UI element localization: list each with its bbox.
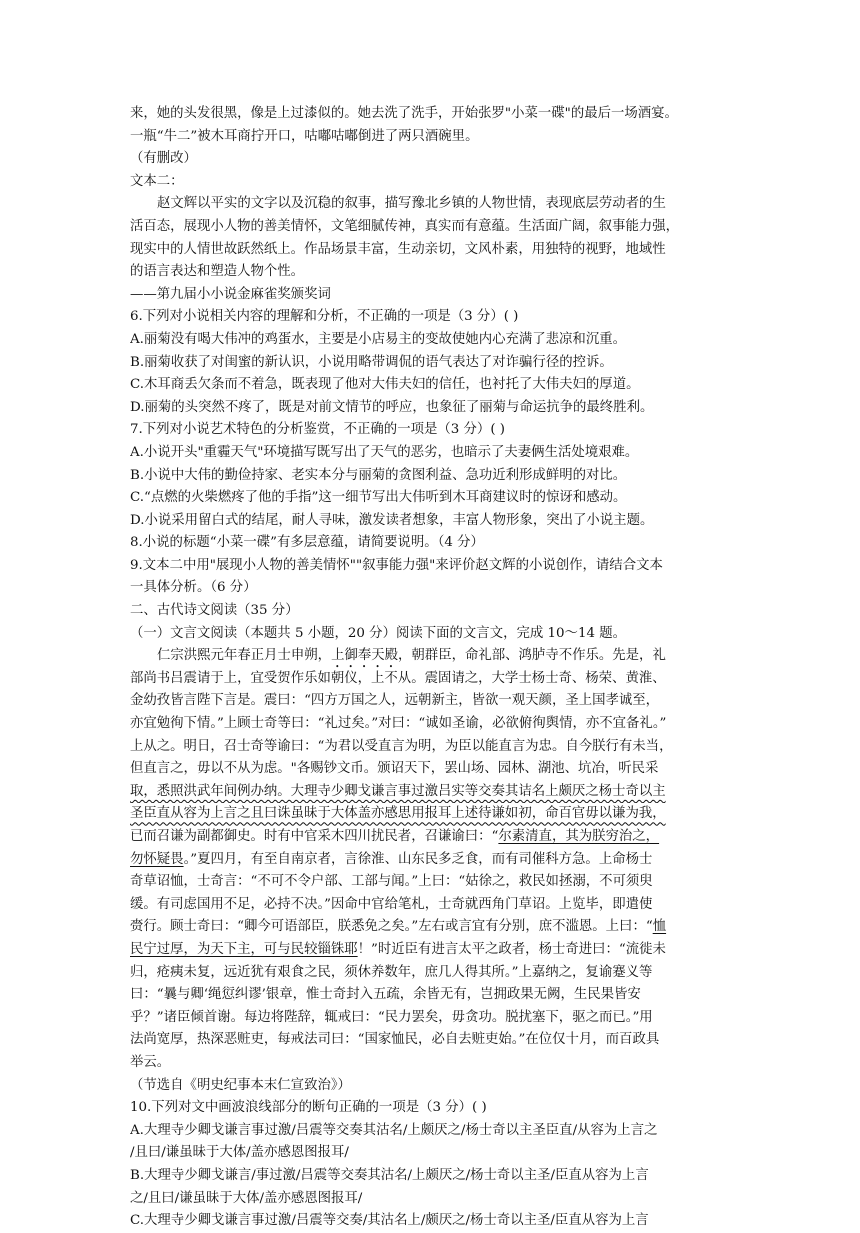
text2-heading: 文本二：	[130, 173, 184, 189]
passage-line	[130, 916, 742, 939]
passage-line: 法尚宽厚，热深恶赃吏，每戒法司曰：“国家恤民，必自去赃吏始。”在位仅十月，而百政具	[130, 1032, 660, 1048]
question-10-option-c: C.大理寺少卿戈谦言事过激/吕震等交奏/其沽名上/颇厌之/杨士奇以主圣/臣直从容为上言	[130, 1213, 649, 1229]
question-10-option-a-cont: /且曰/谦虽昧于大体/盖亦感恩图报耳/	[130, 1145, 349, 1161]
question-7-option-c: C.“点燃的火柴燃疼了他的手指”这一细节写出大伟听到木耳商建议时的惊讶和感动。	[130, 490, 627, 506]
passage-underlined: 勿怀疑畏	[130, 851, 184, 867]
passage-underlined: 尔素清直，其为朕穷治之，	[498, 829, 660, 844]
text2-source: ——第九届小小说金麻雀奖颁奖词	[130, 286, 331, 302]
passage-line: 部尚书吕震请于上，宜受贺作乐如朝仪，上不从。震固请之，大学士杨士奇、杨荣、黄淮、	[130, 670, 666, 686]
passage-line	[130, 781, 742, 804]
passage-line	[130, 826, 742, 849]
passage-line: 归，疮痍未复，远近犹有艰食之民，须休养数年，庶几人得其所。”上嘉纳之，复谕蹇义等	[130, 964, 653, 980]
passage-wavy-underlined: 取，悉照洪武年间例办纳。大理寺少卿戈谦言事过激吕实等交奏其诘名上颇厌之杨士奇以主	[130, 783, 666, 799]
question-7-stem: 7.下列对小说艺术特色的分析鉴赏，不正确的一项是（3 分）( )	[130, 422, 506, 438]
passage-text: 已而召谦为副都御史。时有中官采木四川扰民者，召谦谕曰：“	[130, 829, 499, 844]
question-10-option-b: B.大理寺少卿戈谦言/事过激/吕震等交奏其沽名/上颇厌之/杨士奇以主圣/臣直从容为上言	[130, 1167, 649, 1183]
passage-underlined: 恤	[652, 919, 667, 935]
question-6-option-b: B.丽菊收获了对闺蜜的新认识，小说用略带调侃的语气表达了对诈骗行径的控诉。	[130, 354, 613, 370]
passage-text: ，朝群臣，命礼部、鸿胪寺不作乐。先是，礼	[398, 648, 666, 664]
text2-paragraph-line: 现实中的人情世故跃然纸上。作品场景丰富，生动亲切，文风朴素，用独特的视野，地域性	[130, 241, 666, 257]
passage-text: 仁宗洪熙元年春正月士申朔，	[157, 648, 332, 664]
question-7-option-d: D.小说采用留白式的结尾，耐人寻味，激发读者想象，丰富人物形象，突出了小说主题。	[130, 512, 654, 528]
question-6-option-a: A.丽菊没有喝大伟冲的鸡蛋水，主要是小店易主的变故使她内心充满了悲凉和沉重。	[130, 331, 626, 347]
passage-line	[130, 939, 742, 962]
passage-line: 乎？”诸臣倾首谢。每边将陛辞，辄戒曰：“民力罢矣，毋贪功。脱扰塞下，驱之而已。”用	[130, 1009, 653, 1025]
section-2-title: 二、古代诗文阅读（35 分）	[130, 603, 299, 619]
question-6-option-d: D.丽菊的头突然不疼了，既是对前文情节的呼应，也象征了丽菊与命运抗争的最终胜利。	[130, 399, 654, 415]
question-10-option-a: A.大理寺少卿戈谦言事过激/吕震等交奏其沽名/上颇厌之/杨士奇以主圣臣直/从容为上言之	[130, 1122, 658, 1138]
text2-paragraph-line: 赵文辉以平实的文字以及沉稳的叙事，描写豫北乡镇的人物世情，表现底层劳动者的生	[157, 196, 666, 212]
story-end-line: 一瓶“牛二”被木耳商拧开口，咕嘟咕嘟倒进了两只酒碗里。	[130, 128, 479, 144]
source-note: （有删改）	[130, 151, 197, 167]
passage-line: 但直言之，毋以不从为虑。"各赐钞文币。颁诏天下，罢山场、园林、湖池、坑冶，听民采	[130, 761, 659, 777]
passage-line	[130, 849, 742, 872]
question-7-option-b: B.小说中大伟的勤俭持家、老实本分与丽菊的贪图利益、急功近利形成鲜明的对比。	[130, 467, 627, 483]
story-end-line: 来，她的头发很黑，像是上过漆似的。她去洗了洗手，开始张罗"小菜一碟"的最后一场酒宴。	[130, 106, 678, 121]
question-9-line: 9.文本二中用"展现小人物的善美情怀""叙事能力强"来评价赵文辉的小说创作，请结合文本	[130, 557, 663, 573]
text2-paragraph-line: 的语言表达和塑造人物个性。	[130, 264, 305, 280]
passage-line	[130, 645, 742, 668]
passage-text: 赍行。顾士奇曰：“卿今可语部臣，朕悉免之矣。”左右或言宜有分别，庶不滥恩。上曰：“	[130, 919, 653, 935]
passage-line: 亦宜勉徇下情。”上顾士奇等曰：“礼过矣。”对曰：“诚如圣谕，必欲俯徇舆情，亦不宜备礼。”	[130, 716, 667, 732]
passage-wavy-underlined: 圣臣直从容为上言之且曰诛虽昧于大体盖亦感思用报耳上述待谦如初，命百官毋以谦为我，	[130, 806, 666, 822]
passage-line: 举云。	[130, 1054, 171, 1070]
question-10-stem: 10.下列对文中画波浪线部分的断句正确的一项是（3 分）( )	[130, 1100, 487, 1116]
passage-text: 。”夏四月，有至自南京者，言徐淮、山东民多乏食，而有司催科方急。上命杨士	[183, 851, 653, 867]
passage-line	[130, 803, 742, 826]
question-9-line: 一具体分析。（6 分）	[130, 580, 257, 596]
passage-source: （节选自《明史纪事本末仁宣致治》）	[130, 1077, 351, 1093]
passage-line: 奇草诏恤，士奇言：“不可不令户部、工部与闻。”上曰：“姑徐之，救民如拯溺，不可须臾	[130, 874, 653, 890]
passage-dotted-phrase: 上御奉天殿	[331, 648, 399, 664]
passage-line: 曰：“曩与卿‘绳愆纠谬’银章，惟士奇封入五疏，余皆无有，岂拥政果无阙，生民果皆安	[130, 987, 641, 1003]
question-6-option-c: C.木耳商丢欠条而不着急，既表现了他对大伟夫妇的信任，也衬托了大伟夫妇的厚道。	[130, 377, 640, 393]
passage-line: 金幼孜皆言陛下言是。震曰：“四方万国之人，远朝新主，皆欲一观天颜，圣上国孝诚至，	[130, 693, 660, 709]
passage-text: ！”时近臣有进言太平之政者，杨士奇进曰：“流徙未	[357, 941, 666, 957]
passage-underlined: 民宁过厚，为天下主，可与民较锱铢耶	[130, 941, 358, 957]
question-8: 8.小说的标题“小菜一碟”有多层意蕴，请简要说明。（4 分）	[130, 535, 484, 551]
passage-line: 上从之。明日，召士奇等谕曰：“为君以受直言为明，为臣以能直言为忠。自今朕行有未当，	[130, 738, 673, 754]
section-2-subtitle: （一）文言文阅读（本题共 5 小题，20 分）阅读下面的文言文，完成 10～14 题。	[130, 625, 627, 641]
question-6-stem: 6.下列对小说相关内容的理解和分析，不正确的一项是（3 分）( )	[130, 309, 519, 325]
question-10-option-b-cont: 之/且曰/谦虽昧于大体/盖亦感恩图报耳/	[130, 1190, 363, 1206]
text2-paragraph-line: 活百态，展现小人物的善美情怀，文笔细腻传神，真实而有意蕴。生活面广阔，叙事能力强，	[130, 218, 680, 234]
question-7-option-a: A.小说开头"重霾天气"环境描写既写出了天气的恶劣，也暗示了夫妻俩生活处境艰难。	[130, 444, 639, 460]
exam-page	[130, 103, 742, 1233]
passage-line: 缓。有司虑国用不足，必持不决。”因命中官给笔札，士奇就西角门草诏。上览毕，即遣使	[130, 896, 653, 912]
